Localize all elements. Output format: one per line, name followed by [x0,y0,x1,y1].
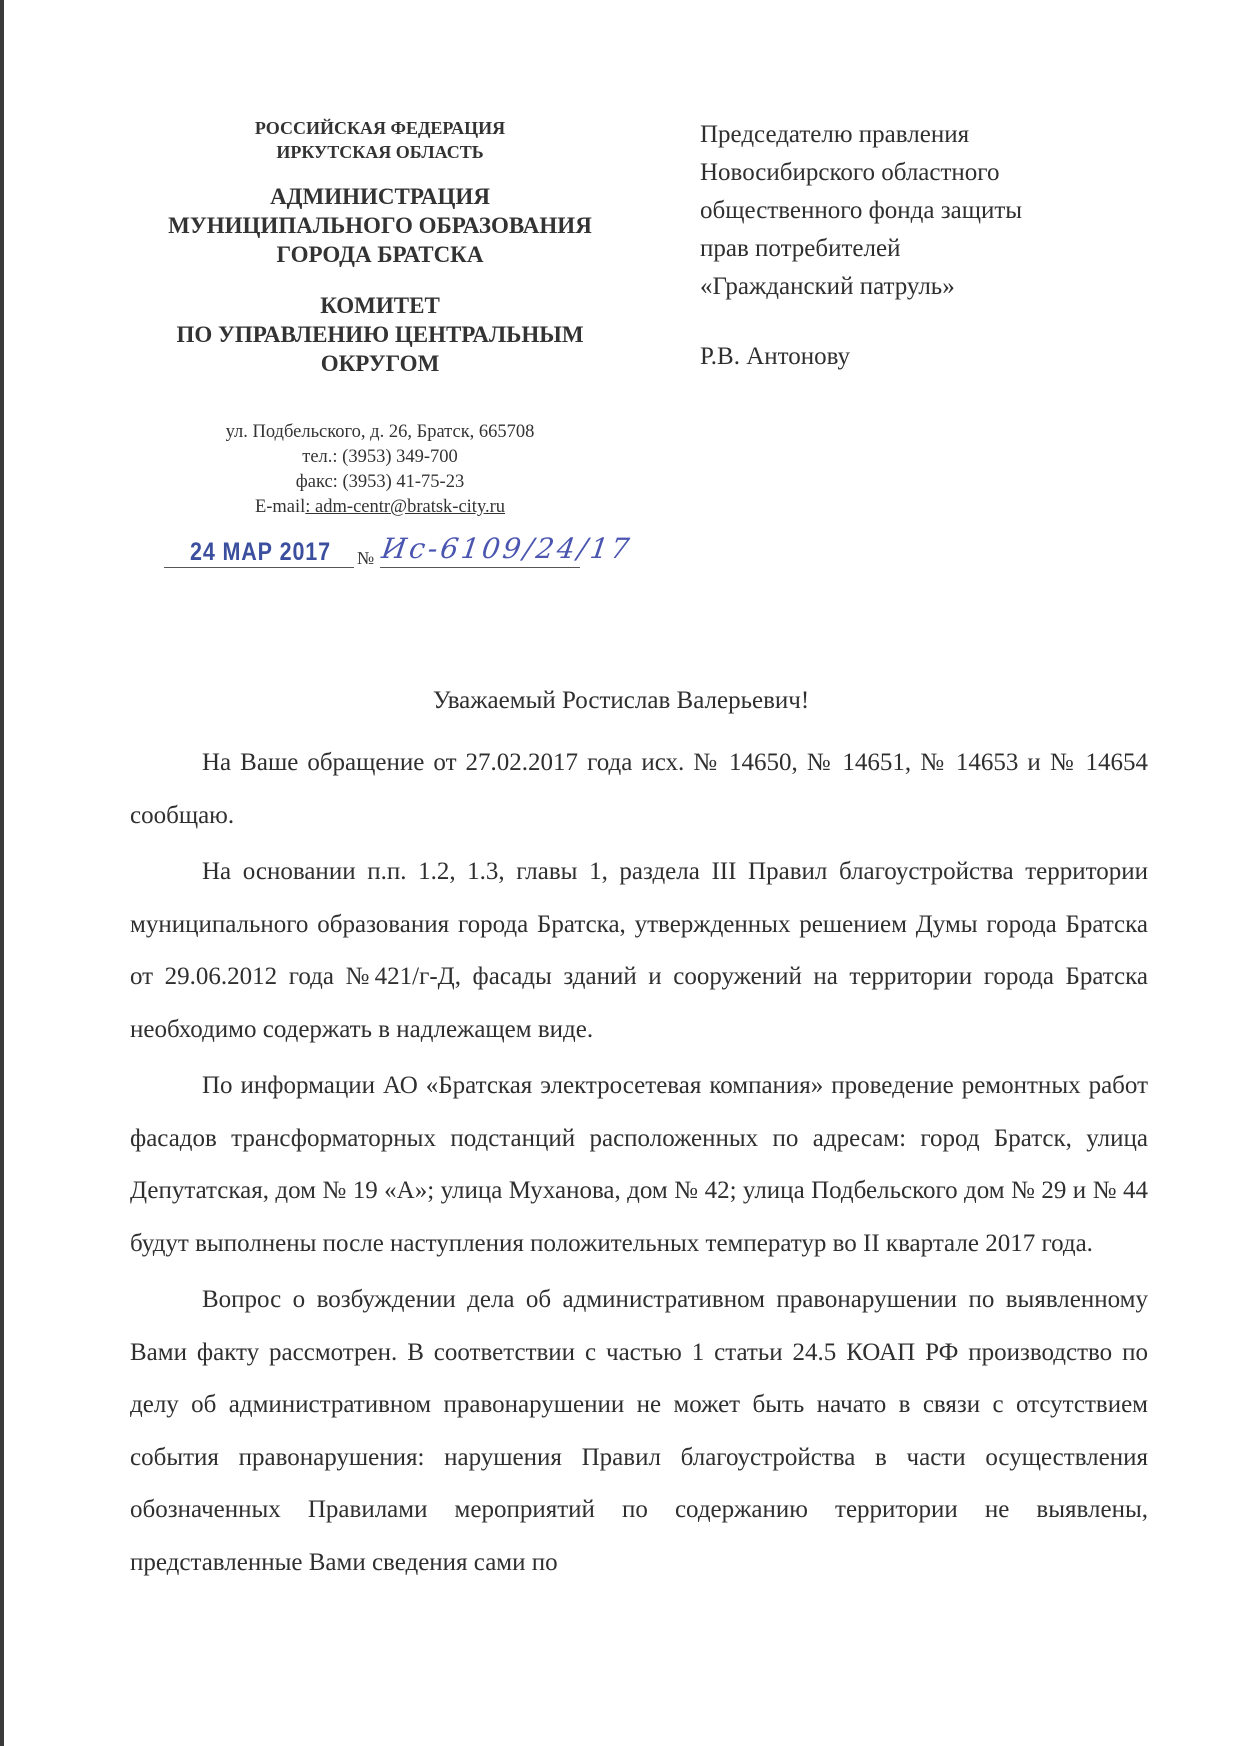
salutation: Уважаемый Ростислав Валерьевич! [432,687,810,714]
sender-admin-line1: АДМИНИСТРАЦИЯ [270,184,490,209]
sender-address: ул. Подбельского, д. 26, Братск, 665708 [225,422,535,442]
sender-admin-line3: ГОРОДА БРАТСКА [276,242,484,267]
letter-body [130,737,1148,1593]
sender-committee-line1: КОМИТЕТ [320,293,440,318]
paragraph: На основании п.п. 1.2, 1.3, главы 1, раздела III Правил благоустройства территории муниципального образования города Братска, утвержденных решением Думы города Братска от 29.06.2012 года №421/г-Д, фасады зданий и сооружений на территории города Братска необходимо содержать в надлежащем виде. [130,858,1148,1043]
scan-edge [0,0,4,1746]
sender-letterhead [140,116,620,378]
sender-country: РОССИЙСКАЯ ФЕДЕРАЦИЯ [254,118,506,138]
sender-region: ИРКУТСКАЯ ОБЛАСТЬ [276,142,484,162]
number-underline [380,567,580,568]
recipient-line1: Председателю правления [700,121,970,148]
registration-line [160,532,660,576]
sender-phone: тел.: (3953) 349-700 [302,447,458,467]
recipient-line4: прав потребителей [700,235,901,262]
sender-committee-line2: ПО УПРАВЛЕНИЮ ЦЕНТРАЛЬНЫМ [176,322,584,347]
handwritten-number: Ис-6109/24/17 [379,532,635,565]
recipient-line5: «Гражданский патруль» [700,273,955,300]
recipient-name: Р.В. Антонову [700,343,851,370]
email-link[interactable]: : adm-centr@bratsk-city.ru [305,497,506,517]
recipient-block [700,116,1200,376]
recipient-line3: общественного фонда защиты [700,197,1023,224]
date-underline [164,567,354,568]
paragraph: На Ваше обращение от 27.02.2017 года исх. № 14650, № 14651, № 14653 и № 14654 сообщаю. [130,749,1148,829]
paragraph: Вопрос о возбуждении дела об административном правонарушении по выявленному Вами факту рассмотрен. В соответствии с частью 1 статьи 24.5 КОАП РФ производство по делу об административном правонарушении не может быть начато в связи с отсутствием события правонарушения: нарушения Правил благоустройства в части осуществления обозначенных Правилами мероприятий по содержанию территории не выявлены, представленные Вами сведения сами по [130,1286,1148,1576]
paragraph: По информации АО «Братская электросетевая компания» проведение ремонтных работ фасадов трансформаторных подстанций расположенных по адресам: город Братск, улица Депутатская, дом № 19 «А»; улица Муханова, дом № 42; улица Подбельского дом № 29 и № 44 будут выполнены после наступления положительных температур во II квартале 2017 года. [130,1072,1148,1257]
sender-committee-line3: ОКРУГОМ [320,351,440,376]
recipient-line2: Новосибирского областного [700,159,1000,186]
number-sign: № [357,548,375,568]
sender-fax: факс: (3953) 41-75-23 [295,472,465,492]
sender-email [160,495,600,520]
date-stamp: 24 МАР 2017 [190,538,331,566]
email-label: E-mail [254,497,306,517]
sender-admin-line2: МУНИЦИПАЛЬНОГО ОБРАЗОВАНИЯ [168,213,592,238]
sender-contacts [160,420,600,520]
